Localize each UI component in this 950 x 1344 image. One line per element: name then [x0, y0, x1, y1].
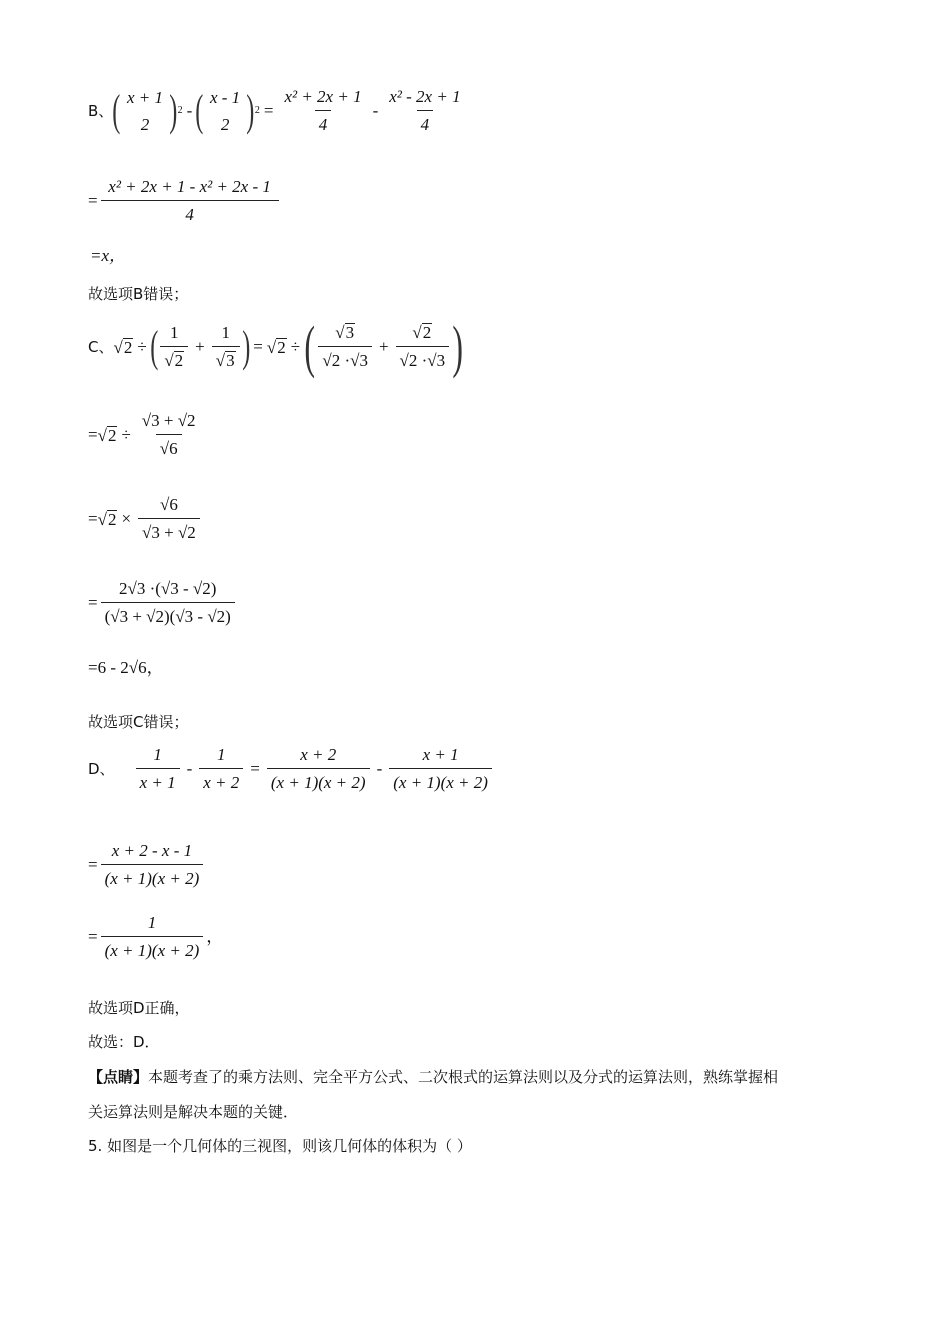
question-5: 5. 如图是一个几何体的三视图，则该几何体的体积为（ ） [88, 1137, 472, 1155]
fraction: $\frac{x + 2}{(x + 1)(x + 2)}$ [267, 744, 370, 794]
option-c-step3: = √ 2 × $\frac{√6}{√3 + √2}$ [88, 494, 203, 544]
fraction: $\frac{\text{x² + 2x + 1 - x² + 2x - 1}}{4}$ [101, 176, 279, 226]
fraction: $\frac{1}{x + 1}$ [136, 744, 180, 794]
option-b-step3: =x， [90, 246, 127, 265]
option-c-label: C、 [88, 338, 114, 356]
final-choice: 故选：D． [88, 1033, 160, 1051]
fraction: $\frac{√6}{√3 + √2}$ [138, 494, 200, 544]
option-b-step2: = $\frac{\text{x² + 2x + 1 - x² + 2x - 1}}{4}$ [88, 176, 282, 226]
option-d-label: D、 [88, 760, 115, 778]
fraction: x - 1 2 [209, 87, 241, 134]
option-c-equation: C、 √ 2 ÷ ( 1 √ 2 + 1 √ 3 ) = √ 2 ÷ ( √ 3 √2 ·√3 + √ 2 √2 ·√3 ) [88, 314, 464, 379]
fraction: $\frac{1}{x + 2}$ [199, 744, 243, 794]
comment-tag: 【点睛】 [88, 1068, 149, 1086]
fraction: √ 2 √2 ·√3 [396, 322, 450, 372]
option-d-equation: D、 $\frac{1}{x + 1}$ - $\frac{1}{x + 2}$ = $\frac{x + 2}{(x + 1)(x + 2)}$ - $\frac{x + 1}{(x + 1)(x + 2)}$ [88, 744, 495, 794]
comment-paragraph [88, 1067, 778, 1087]
fraction: $\frac{x + 2 - x - 1}{(x + 1)(x + 2)}$ [101, 840, 204, 890]
fraction: $\frac{\text{x² - 2x + 1}}{4}$ [389, 87, 461, 134]
fraction: $\frac{x + 1}{(x + 1)(x + 2)}$ [389, 744, 492, 794]
option-b-conclusion: 故选项B错误； [88, 285, 189, 303]
option-d-step2: = $\frac{x + 2 - x - 1}{(x + 1)(x + 2)}$ [88, 840, 206, 890]
option-c-step2: = √ 2 ÷ $\frac{√3 + √2}{√6}$ [88, 410, 203, 460]
option-c-conclusion: 故选项C错误； [88, 713, 189, 731]
fraction: 1 √ 2 [160, 322, 188, 372]
fraction: $\frac{√3 + √2}{√6}$ [141, 411, 196, 458]
comment-line-2: 关运算法则是解决本题的关键． [88, 1103, 299, 1121]
option-d-step3: = $\frac{1}{(x + 1)(x + 2)}$ ， [88, 913, 224, 960]
fraction: x + 1 2 [126, 87, 163, 134]
option-d-conclusion: 故选项D正确， [88, 999, 190, 1017]
fraction: √ 3 √2 ·√3 [318, 322, 372, 372]
fraction: 1 √ 3 [212, 322, 240, 372]
comment-line-1: 本题考查了的乘方法则、完全平方公式、二次根式的运算法则以及分式的运算法则，熟练掌握相 [148, 1068, 779, 1086]
fraction: $\frac{\text{x² + 2x + 1}}{4}$ [284, 87, 362, 134]
fraction: $\frac{2√3 \cdot(√3 - √2)}{(√3 + √2)(√3 - √2)}$ [101, 578, 235, 628]
option-c-step4: = $\frac{2√3 \cdot(√3 - √2)}{(√3 + √2)(√3 - √2)}$ [88, 578, 238, 628]
option-b-equation: B、 ( x + 1 2 ) 2 - ( x - 1 2 ) 2 = $\frac{\text{x² + 2x + 1}}{4}$ - $\frac{\text{x² - 2x + 1}}{4}$ [88, 86, 468, 136]
option-c-result: =6 - 2√6， [88, 658, 164, 677]
option-b-label: B、 [88, 102, 114, 120]
fraction: $\frac{1}{(x + 1)(x + 2)}$ [101, 912, 204, 962]
